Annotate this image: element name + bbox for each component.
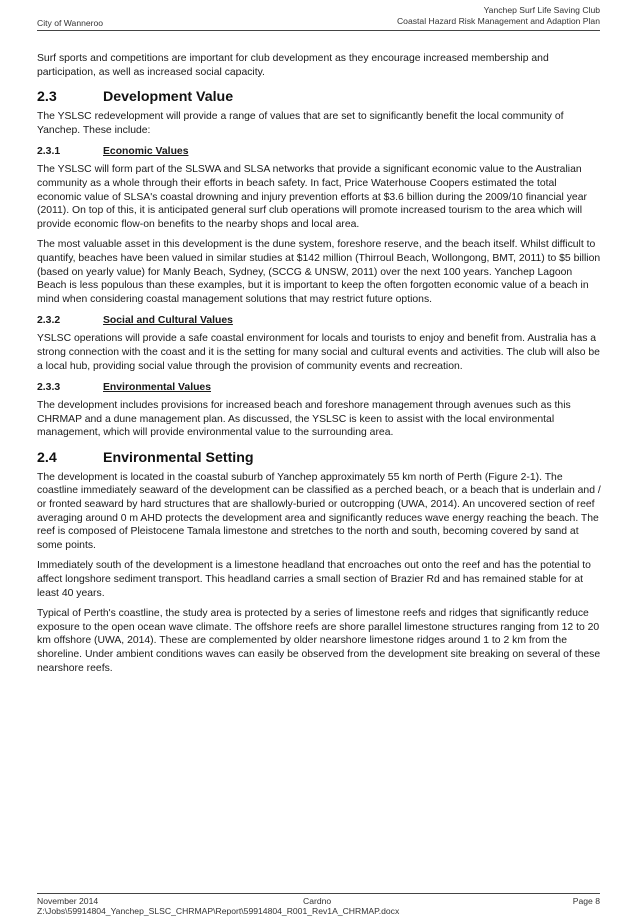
section-2-3-paragraph: The YSLSC redevelopment will provide a range of values that are set to significantly benefit the local community of Yanchep. These include: [37, 111, 564, 136]
social-paragraph: YSLSC operations will provide a safe coastal environment for locals and tourists to enjoy and benefit from. Australia has a strong connection with the coast and it is the setting for many social and cultural events and activities. The club will also be a local hub, providing social value through the provision of community events and recreation. [37, 333, 600, 372]
footer-file-path: Z:\Jobs\59914804_Yanchep_SLSC_CHRMAP\Report\59914804_R001_Rev1A_CHRMAP.docx [37, 906, 400, 916]
section-title: Economic Values [103, 146, 189, 158]
economic-paragraph-1: The YSLSC will form part of the SLSWA and SLSA networks that provide a significant economic value to the Australian community as a whole through their efforts in beach safety. In fact, Price Waterhouse Coopers estimated the total economic value of SLSA's coastal drowning and injury prevention efforts at $3.6 billion during the 2009/10 financial year (2011). On top of this, it is anticipated general surf club operations will promote increased tourism to the area which will provide economic flow-on benefits to the nearby shops and local area. [37, 164, 587, 230]
section-title: Environmental Setting [103, 449, 254, 466]
footer-date: November 2014 [37, 896, 99, 906]
section-number: 2.3.3 [37, 382, 61, 394]
page-footer [37, 893, 600, 916]
setting-paragraph-2: Immediately south of the development is a limestone headland that encroaches out onto the reef and has the potential to affect longshore sediment transport. This headland carries a small section of Brazier Rd and has remained stable for at least 40 years. [37, 560, 591, 599]
section-2-4-heading [37, 450, 601, 466]
section-2-3-2-heading [37, 315, 601, 326]
setting-paragraph-1: The development is located in the coastal suburb of Yanchep approximately 55 km north of Perth (Figure 2-1). The coastline immediately seaward of the development can be classified as a perched beach, or a beach that is underlain and / or fronted seaward by hard structures that are shallowly-buried or outcropping (UWA, 2014). An uncovered section of reef averaging around 0 m AHD protects the development area and significantly reduces wave energy reaching the beach. The reef is composed of Pleistocene Tamala limestone and stretches to the north and south, becoming covered by sand at some points. [37, 471, 601, 551]
header-project-line2: Coastal Hazard Risk Management and Adaption Plan [396, 16, 600, 26]
header-project [397, 5, 600, 27]
section-2-3-heading [37, 89, 601, 105]
economic-paragraph-2: The most valuable asset in this development is the dune system, foreshore reserve, and the beach itself. Whilst difficult to quantify, beaches have been valued in similar studies at $142 million (Thirroul Beach, Wollongong, BMT, 2011) to $5 billion (based on yearly value) for Manly Beach, Sydney, (SCCG & UNSW, 2011) over the next 100 years. Yanchep Lagoon Beach is less populous than these examples, but it is important to keep the often forgotten economic value of a beach in mind when considering coastal management solutions that may restrict future options. [37, 239, 601, 305]
page-body [37, 52, 601, 682]
header-project-line1: Yanchep Surf Life Saving Club [483, 5, 600, 15]
section-number: 2.4 [37, 449, 57, 466]
section-number: 2.3.1 [37, 146, 61, 158]
section-2-3-3-heading [37, 382, 601, 393]
section-2-3-1-heading [37, 146, 601, 157]
page-header [37, 4, 600, 31]
header-client: City of Wanneroo [37, 18, 104, 28]
footer-company: Cardno [303, 896, 332, 906]
section-number: 2.3.2 [37, 315, 61, 327]
section-number: 2.3 [37, 89, 57, 106]
intro-paragraph: Surf sports and competitions are important for club development as they encourage increased membership and participation, as well as increased social capacity. [37, 53, 549, 78]
footer-page-number: Page 8 [572, 896, 600, 906]
environmental-values-paragraph: The development includes provisions for increased beach and foreshore management through avenues such as this CHRMAP and a dune management plan. As discussed, the YSLSC is keen to assist with the local environmental management, which will provide environmental value to the surrounding area. [37, 400, 571, 439]
setting-paragraph-3: Typical of Perth's coastline, the study area is protected by a series of limestone reefs and ridges that significantly reduce exposure to the open ocean wave climate. The offshore reefs are shore parallel limestone structures ranging from 12 to 20 km offshore (UWA, 2014). These are complemented by older nearshore limestone ridges around 1 to 2 km from the shoreline. Under ambient conditions waves can easily be observed from the development site breaking on several of these nearshore reefs. [37, 608, 601, 674]
section-title: Environmental Values [103, 382, 211, 394]
section-title: Development Value [103, 89, 234, 106]
section-title: Social and Cultural Values [103, 315, 233, 327]
